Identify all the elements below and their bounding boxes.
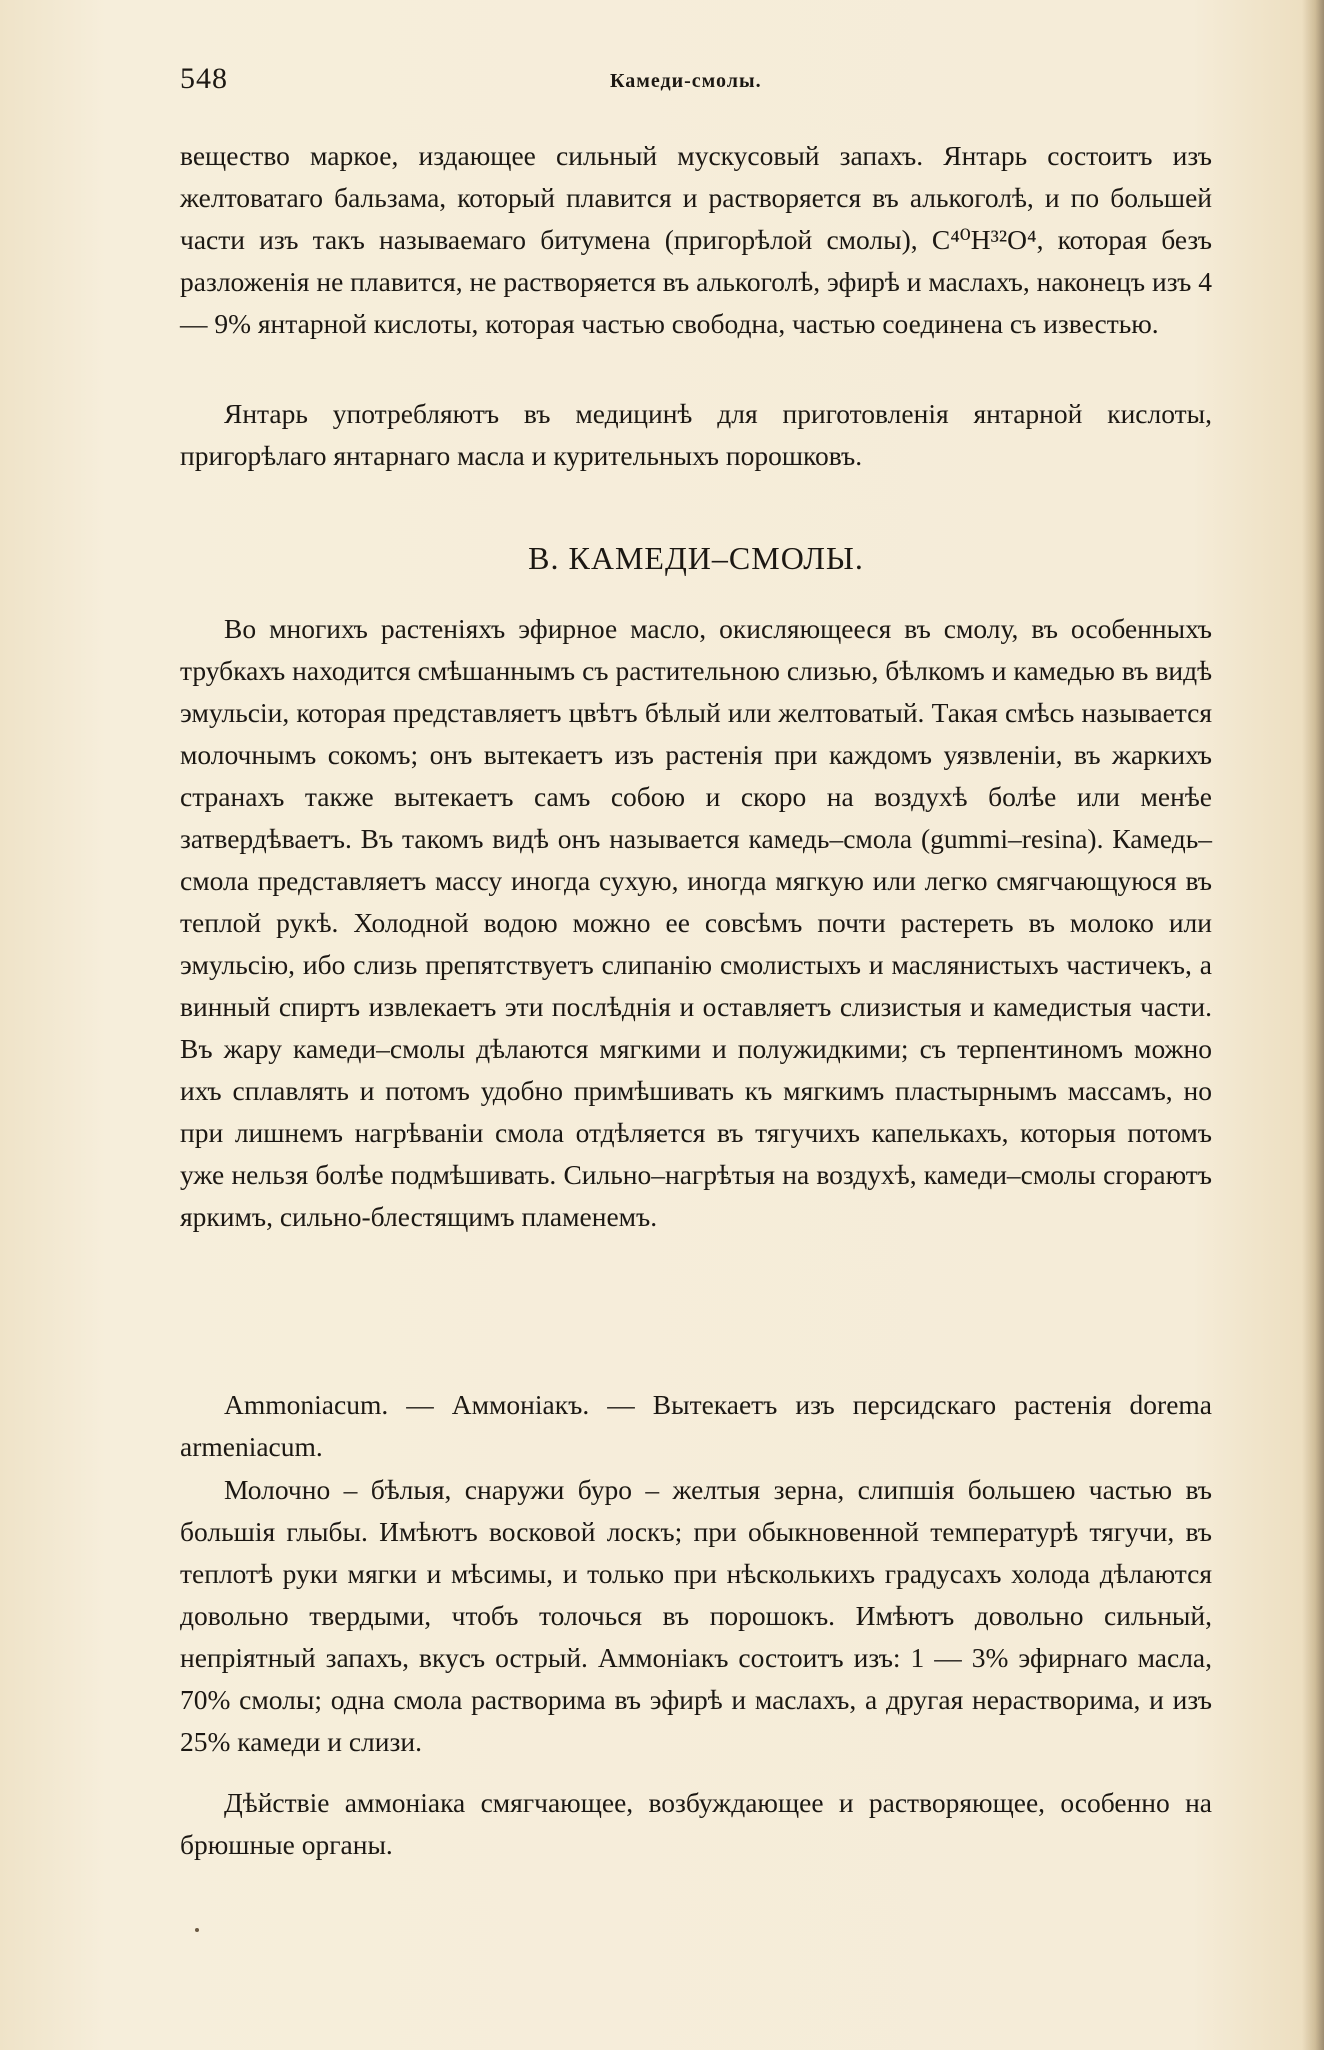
paragraph-text: Ammoniacum. — Аммоніакъ. — Вытекаетъ изъ персидскаго растенія dorema armeniacum. — [180, 1389, 1212, 1462]
paragraph-amber-usage — [180, 393, 1212, 477]
paragraph-text: вещество маркое, издающее сильный мускусовый запахъ. Янтарь состоитъ изъ желтоватаго бальзама, который плавится и растворяется въ алькоголѣ, и по большей части изъ такъ называемаго битумена (пригорѣлой смолы), C⁴⁰H³²O⁴, которая безъ разложенія не плавится, не растворяется въ алькоголѣ, эфирѣ и маслахъ, наконецъ изъ 4 — 9% янтарной кислоты, которая частью свободна, частью соединена съ известью. — [180, 140, 1212, 339]
paragraph-text: Во многихъ растеніяхъ эфирное масло, окисляющееся въ смолу, въ особенныхъ трубкахъ находится смѣшаннымъ съ растительною слизью, бѣлкомъ и камедью въ видѣ эмульсіи, которая представляетъ цвѣтъ бѣлый или желтоватый. Такая смѣсь называется молочнымъ сокомъ; онъ вытекаетъ изъ растенія при каждомъ уязвленіи, въ жаркихъ странахъ также вытекаетъ самъ собою и скоро на воздухѣ болѣе или менѣе затвердѣваетъ. Въ такомъ видѣ онъ называется камедь–смола (gummi–resina). Камедь–смола представляетъ массу иногда сухую, иногда мягкую или легко смягчающуюся въ теплой рукѣ. Холодной водою можно ее совсѣмъ почти растереть въ молоко или эмульсію, ибо слизь препятствуетъ слипанію смолистыхъ и маслянистыхъ частичекъ, а винный спиртъ извлекаетъ эти послѣднія и оставляетъ слизистыя и камедистыя части. Въ жару камеди–смолы дѣлаются мягкими и полужидкими; съ терпентиномъ можно ихъ сплавлять и потомъ удобно примѣшивать къ мягкимъ пластырнымъ массамъ, но при лишнемъ нагрѣваніи смола отдѣляется въ тягучихъ капелькахъ, которыя потомъ уже нельзя болѣе подмѣшивать. Сильно–нагрѣтыя на воздухѣ, камеди–смолы сгораютъ яркимъ, сильно-блестящимъ пламенемъ. — [180, 613, 1212, 1232]
paragraph-text: Дѣйствіе аммоніака смягчающее, возбуждающее и растворяющее, особенно на брюшные органы. — [180, 1787, 1212, 1860]
page-header — [180, 62, 1180, 102]
paragraph-gum-resins-intro — [180, 608, 1212, 1238]
paragraph-ammoniacum-action — [180, 1782, 1212, 1866]
running-head: Камеди-смолы. — [610, 70, 762, 92]
page-number: 548 — [180, 62, 228, 95]
paragraph-ammoniacum-description — [180, 1469, 1212, 1763]
paragraph-amber-composition — [180, 135, 1212, 345]
page-binding-shadow — [1302, 0, 1324, 2050]
paragraph-text: Молочно – бѣлыя, снаружи буро – желтыя зерна, слипшія большею частью въ большія глыбы. Имѣютъ восковой лоскъ; при обыкновенной температурѣ тягучи, въ теплотѣ руки мягки и мѣсимы, и только при нѣсколькихъ градусахъ холода дѣлаются довольно твердыми, чтобъ толочься въ порошокъ. Имѣютъ довольно сильный, непріятный запахъ, вкусъ острый. Аммоніакъ состоитъ изъ: 1 — 3% эфирнаго масла, 70% смолы; одна смола растворима въ эфирѣ и маслахъ, а другая нерастворима, и изъ 25% камеди и слизи. — [180, 1474, 1212, 1757]
section-title: В. КАМЕДИ–СМОЛЫ. — [528, 540, 864, 576]
paragraph-text: Янтарь употребляютъ въ медицинѣ для приготовленія янтарной кислоты, пригорѣлаго янтарнаго масла и курительныхъ порошковъ. — [180, 398, 1212, 471]
ink-speck — [195, 1928, 199, 1932]
paragraph-ammoniacum-heading — [180, 1384, 1212, 1468]
